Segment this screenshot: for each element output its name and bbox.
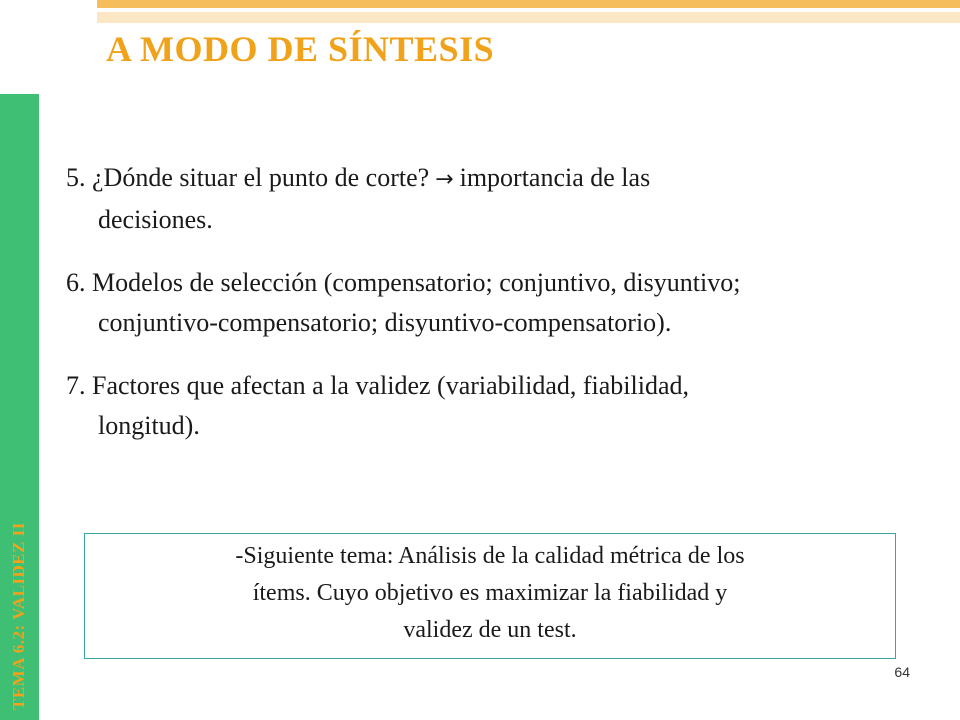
- list-item: [66, 158, 956, 240]
- slide-title: A MODO DE SÍNTESIS: [106, 29, 495, 69]
- side-topic-label-text: TEMA 6.2: VALIDEZ II: [9, 522, 28, 710]
- top-decorative-bar-light: [97, 12, 960, 23]
- list-item-line: [66, 158, 956, 200]
- next-topic-line: -Siguiente tema: Análisis de la calidad métrica de los: [235, 543, 745, 569]
- arrow-right-icon: →: [435, 167, 454, 192]
- top-decorative-bar: [97, 0, 960, 8]
- list-item-line: conjuntivo-compensatorio; disyuntivo-compensatorio).: [98, 308, 672, 337]
- next-topic-line: validez de un test.: [403, 617, 577, 643]
- list-item-line: 7. Factores que afectan a la validez (variabilidad, fiabilidad,: [66, 371, 689, 400]
- page-number: 64: [894, 664, 910, 680]
- list-item-line: 6. Modelos de selección (compensatorio; conjuntivo, disyuntivo;: [66, 268, 741, 297]
- next-topic-line: ítems. Cuyo objetivo es maximizar la fiabilidad y: [252, 580, 728, 606]
- list-item-text: importancia de las: [459, 163, 651, 192]
- list-item: [66, 366, 956, 446]
- summary-list: [66, 158, 956, 469]
- list-item-line: decisiones.: [98, 205, 213, 234]
- side-topic-label: [9, 522, 39, 710]
- list-item-line: longitud).: [98, 411, 200, 440]
- list-item-text: 5. ¿Dónde situar el punto de corte?: [66, 163, 430, 192]
- next-topic-box: [84, 533, 896, 659]
- list-item: [66, 263, 956, 343]
